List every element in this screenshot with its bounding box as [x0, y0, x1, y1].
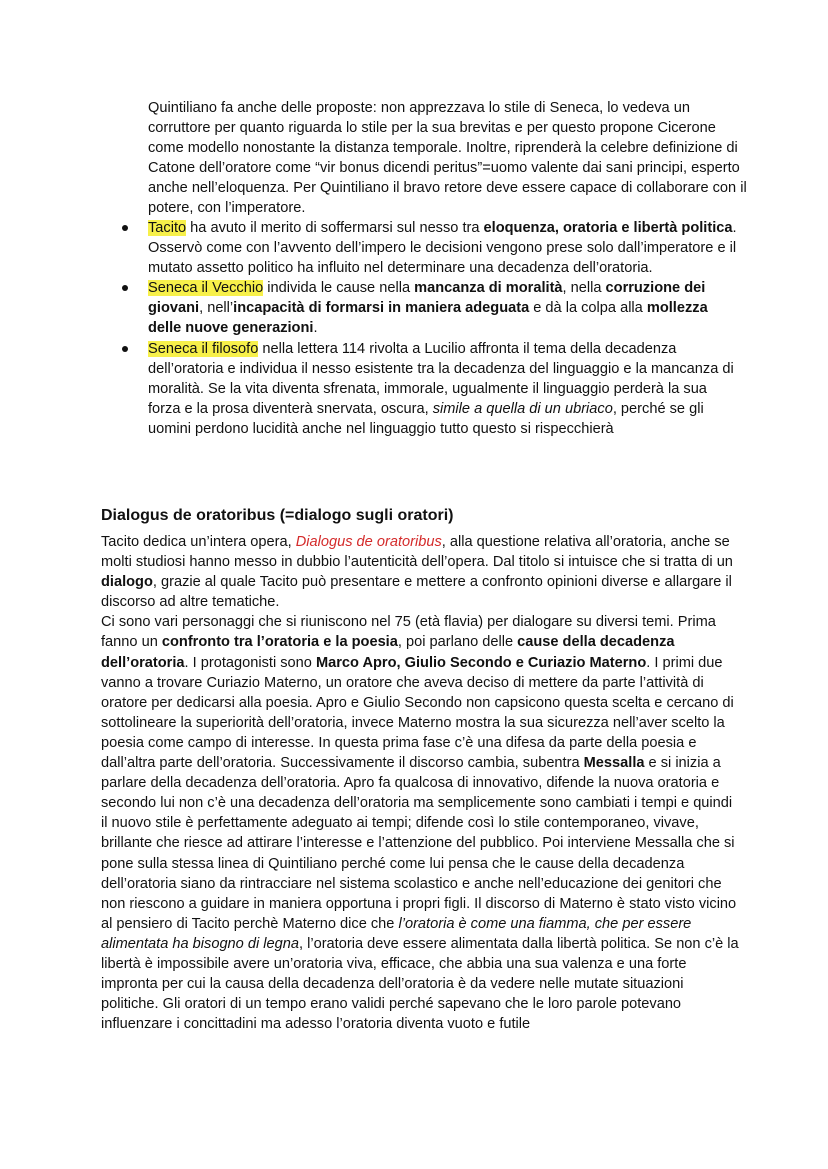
text-run: . Osservò come con l’avvento dell’impero le decisioni vengono prese solo dall’imperatore e il mutato assetto politico ha influito nel determinare una decadenza dell’oratoria.: [148, 220, 737, 277]
text-run: , poi parlano delle: [397, 634, 518, 651]
italic-text: l’oratoria è come una fiamma, che per essere alimentata ha bisogno di legna: [101, 915, 692, 952]
intro-paragraph: Quintiliano fa anche delle proposte: non apprezzava lo stile di Seneca, lo vedeva un corruttore per quanto riguarda lo stile per la sua brevitas e per questo propone Cicerone come modello nonostante la distanza temporale. Inoltre, riprenderà la celebre definizione di Catone dell’oratore come “vir bonus dicendi peritus”=uomo valente dai sani principi, esperto anche nell’eloquenza. Per Quintiliano il bravo retore deve essere capace di collaborare con il potere, con l’imperatore.: [148, 100, 747, 217]
bullet-icon: [122, 225, 128, 231]
work-title: Dialogus de oratoribus: [295, 534, 442, 550]
highlighted-name: Seneca il Vecchio: [148, 280, 264, 297]
text-run: . I protagonisti sono: [184, 654, 316, 671]
text-run: , alla questione relativa all’oratoria, anche se molti studiosi hanno messo in dubbio l’autenticità dell’opera. Dal titolo si intuisce che si tratta di un: [101, 534, 733, 571]
text-run: .: [313, 320, 318, 337]
list-item: [148, 278, 738, 338]
text-run: , grazie al quale Tacito può presentare e mettere a confronto opinioni diverse e allargare il discorso ad altre tematiche.: [101, 574, 732, 611]
text-run: nella lettera 114 rivolta a Lucilio affronta il tema della decadenza dell’oratoria e individua il nesso esistente tra la decadenza del linguaggio e la mancanza di moralità. Se la vita diventa sfrenata, immorale, ugualmente il linguaggio perderà la sua forza e la prosa diventerà snervata, oscura,: [148, 340, 734, 417]
text-run: e dà la colpa alla: [529, 300, 647, 317]
text-run: , perché se gli uomini perdono lucidità anche nel linguaggio tutto questo si rispecchierà: [148, 400, 704, 437]
text-run: Tacito dedica un’intera opera,: [101, 534, 296, 550]
text-run: , nell’: [199, 300, 234, 317]
causes-list: [148, 218, 738, 439]
text-run: . I primi due vanno a trovare Curiazio Materno, un oratore che aveva deciso di mettere da parte l’attività di oratore per dedicarsi alla poesia. Apro e Giulio Secondo non capsicono questa scelta e cercano di sottolineare la superiorità dell’oratoria, invece Materno mostra la sua sicurezza nell’aver scelto la poesia come campo di interesse. In questa prima fase c’è una difesa da parte della poesia e dall’altra parte dell’oratoria. Successivamente il discorso cambia, subentra: [101, 654, 734, 772]
body-paragraph: [101, 612, 741, 1034]
italic-text: simile a quella di un ubriaco: [432, 400, 613, 417]
text-run: e si inizia a parlare della decadenza dell’oratoria. Apro fa qualcosa di innovativo, difende la nuova oratoria e secondo lui non c’è una decadenza dell’oratoria ma semplicemente sono cambiati i tempi e quindi il nuovo stile è perfettamente adeguato ai tempi; difende così lo stile contemporaneo, vivave, brillante che riesce ad attirare l’interesse e l’attenzione del pubblico. Poi interviene Messalla che si pone sulla stessa linea di Quintiliano perché come lui pensa che le cause della decadenza dell’oratoria siano da rintracciare nel sistema scolastico e anche nell’educazione dei genitori che non riescono a guidare in maniera opportuna i propri figli. Il discorso di Materno è stato visto vicino al pensiero di Tacito perchè Materno dice che: [101, 755, 737, 932]
bold-text: incapacità di formarsi in maniera adeguata: [233, 300, 530, 317]
text-run: , nella: [562, 280, 606, 297]
section-body: [101, 532, 741, 1034]
bold-text: mancanza di moralità: [414, 280, 563, 297]
text-run: ha avuto il merito di soffermarsi sul nesso tra: [186, 220, 484, 236]
list-item: [148, 218, 738, 278]
bold-text: cause della decadenza dell’oratoria: [101, 634, 675, 671]
bold-text: mollezza delle nuove generazioni: [148, 300, 708, 337]
bold-text: Marco Apro, Giulio Secondo e Curiazio Materno: [315, 654, 647, 671]
section-heading: Dialogus de oratoribus (=dialogo sugli oratori): [101, 507, 454, 524]
text-run: Ci sono vari personaggi che si riuniscono nel 75 (età flavia) per dialogare su diversi temi. Prima fanno un: [101, 614, 716, 651]
bold-text: corruzione dei giovani: [148, 280, 706, 317]
text-run: individa le cause nella: [263, 280, 415, 297]
highlighted-name: Tacito: [148, 220, 187, 236]
body-paragraph: [101, 532, 741, 612]
bold-text: eloquenza, oratoria e libertà politica: [483, 220, 733, 236]
bold-text: confronto tra l’oratoria e la poesia: [161, 634, 398, 651]
text-run: , l’oratoria deve essere alimentata dalla libertà politica. Se non c’è la libertà è impossibile avere un’oratoria viva, efficace, che abbia una sua valenza e una forte impronta per cui la causa della decadenza dell’oratoria è da vedere nelle mutate situazioni politiche. Gli oratori di un tempo erano validi perché sapevano che le loro parole potevano influenzare i concittadini ma adesso l’oratoria diventa vuoto e futile: [101, 935, 739, 1033]
bullet-icon: [122, 285, 128, 291]
list-item: [148, 339, 738, 439]
highlighted-name: Seneca il filosofo: [148, 340, 259, 357]
bold-text: dialogo: [101, 574, 153, 591]
bullet-icon: [122, 346, 128, 352]
bold-text: Messalla: [583, 755, 645, 772]
